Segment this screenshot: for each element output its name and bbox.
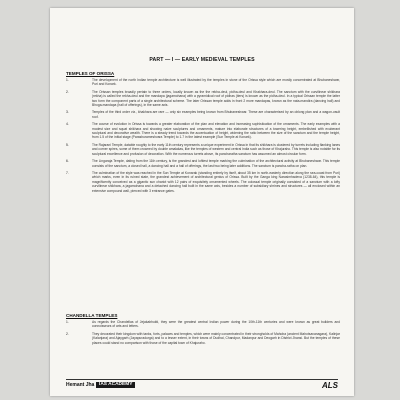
point-text: They decorated their kingdom with tanks, forts, palaces and temples, which were mainly concentrated in their strongholds of Mahoba (ancient Mahotsavanagara), Kalinjar (Kalanjara) and Ajaygarh (Jayapuradurga) and to a lesser extent, in their towns of Dudhai, Chandpur, Madanpur and Deogarh in District Jhansi. But the temples of these places could stand no comparison with those of the capital town of Khajuraho.: [92, 331, 340, 345]
point-text: The Rajarani Temple, datable roughly to the early 11th century represents a unique experiment in Orissa in that its shikhara is clustered by turrets including flanking lanes and corner spires, some of them crowned by double amalakas, like the temples of western and central India such as those of Khajuraho. This temple is also notable for its sculptural excellence and profusion of decoration. With the numerous turrets above, its pancharatha sanctum has assumed an almost circular form.: [92, 142, 340, 156]
point-number: 1.: [66, 78, 69, 82]
orissa-point: [66, 122, 340, 140]
orissa-point: [66, 171, 340, 193]
point-text: The Orissan temples broadly pertain to three orders, locally known as the the rekha-deul, pidha-deul and Khakhara-deul. The sanctum with the curvilinear shikhara (rekha) is called the rekha-deul and the mandapa (jagamohana) with a pyramidical roof of pidhas (tiers) is known as the pidha-deul. In a typical Orissan temple the latter two form the component parts of a single architectural scheme. The later Orissan temple adds in front 2 more mandapas, known as the nata-mandira (dancing hall) and Bhoga-mandapa (hall of offerings), in the same axis.: [92, 89, 340, 108]
orissa-point: [66, 159, 340, 168]
orissa-point: [66, 78, 340, 87]
point-text: The course of evolution in Orissa is towards a greater elaboration of the plan and elevation and increasing sophistication of the ornaments. The early examples with a modest size and squat shikhara and showing naive sculptures and ornaments, mature into elaborate structures of a towering height, embellished with exuberant sculptural and decorative wealth. There is a steady trend towards the accentuation of height, widening the ratio between the size of the sanctum and the temple height, from 1.5 of the initial stage (Parashurameshvara Temple) to 1.7 in the latest example (Sun Temple at Konark).: [92, 122, 340, 140]
author-name: Hemant Jha: [66, 382, 95, 388]
point-text: Temples of the third order viz., khakhara are rare — only six examples being known from Bhubaneshwar. These are characterised by an oblong plan and a wagon-vault roof.: [92, 110, 340, 119]
point-text: The culmination of the style was reached in the Sun Temple at Konarak (standing entirely by itself, about 35 km in north-easterly direction along the sea-coast from Puri) which marks, even in its ruined state, the grandest achievement of architectural genius of Orissa. Built by the Ganga king Narasimhadeva (1238-64), this temple is magnificently conceived as a gigantic sun chariot with 12 pairs of exquisitely ornamented wheels. The colossal temple originally consisted of a sanctum with a lofty curvilinear shikhara, a jagamohana and a detached dancing hall built in the same axis, besides a number of subsidiary shrines and structures — all enclosed within an extensive compound wall, pierced with 3 entrance gates.: [92, 170, 340, 193]
point-text: The Lingaraja Temple, dating from the 11th century, is the grandest and loftiest temple marking the culmination of the architectural activity at Bhubaneshwar. This temple consists of the sanctum, a closed hall, a dancing hall and a hall of offerings, the last two being later additions. The sanctum is pancha-ratha on plan.: [92, 159, 340, 168]
point-number: 7.: [66, 170, 69, 175]
section-heading-orissa: TEMPLES OF ORISSA: [66, 71, 115, 76]
point-number: 3.: [66, 110, 69, 115]
academy-badge: IAS ACADEMY: [96, 382, 135, 388]
page-title: PART — I — EARLY MEDIEVAL TEMPLES: [149, 57, 255, 63]
orissa-point: [66, 143, 340, 156]
orissa-point: [66, 110, 340, 119]
point-number: 6.: [66, 159, 69, 164]
document-page: [50, 8, 354, 396]
point-number: 2.: [66, 331, 69, 336]
point-text: As regards the Chandellas of Jejakabhukti, they were the greatest central Indian power during the 10th-11th centuries and were known as great builders and connoisseurs of arts and letters.: [92, 320, 340, 329]
chandella-point: [66, 320, 340, 329]
point-number: 2.: [66, 89, 69, 94]
orissa-points-list: [66, 78, 340, 196]
orissa-point: [66, 90, 340, 108]
page-footer: [66, 379, 338, 390]
point-text: The development of the north Indian temple architecture is well illustrated by the temples in stone of the Orissa style which are mostly concentrated at Bhubaneshwar, Puri and Konark.: [92, 78, 340, 87]
point-number: 4.: [66, 122, 69, 127]
als-logo: ALS: [322, 381, 338, 390]
chandella-points-list: [66, 320, 340, 348]
point-number: 5.: [66, 142, 69, 147]
section-heading-chandella: CHANDELLA TEMPLES: [66, 313, 118, 318]
point-number: 1.: [66, 320, 69, 324]
chandella-point: [66, 332, 340, 345]
